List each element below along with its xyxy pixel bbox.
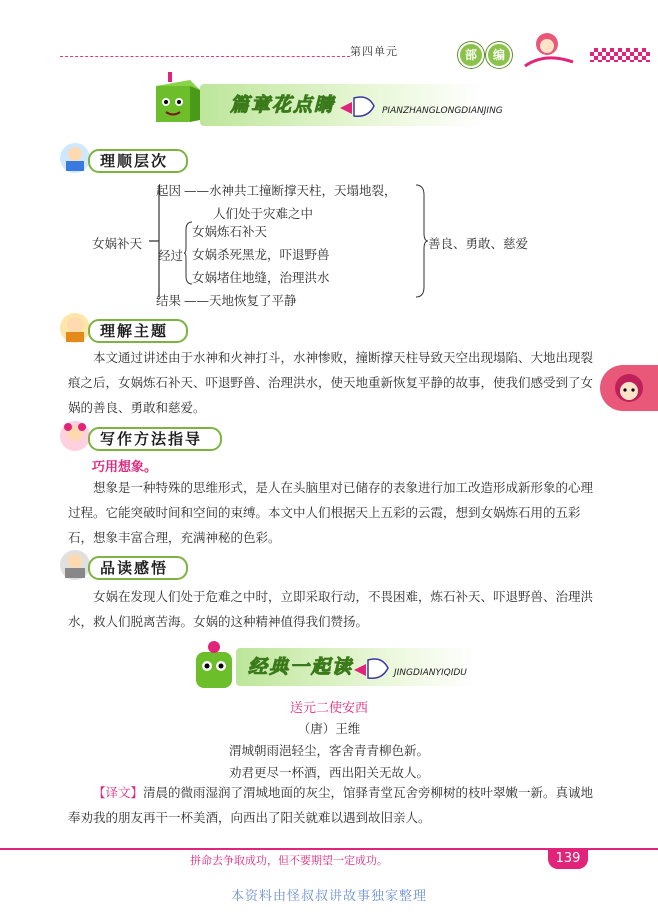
- header-checker-pattern: [590, 48, 650, 62]
- tree-process-label: 经过: [158, 248, 184, 263]
- green-monster-mascot-icon: [190, 640, 240, 690]
- header-divider: [60, 56, 350, 57]
- edition-badge-2: 编: [486, 42, 512, 68]
- section-title-theme: 理解主题: [100, 322, 169, 340]
- tree-result-label: 结果: [156, 293, 182, 308]
- tree-brace-left: [145, 183, 167, 301]
- section-title-structure: 理顺层次: [100, 152, 169, 170]
- tree-process-item-3: 女娲堵住地缝，治理洪水: [192, 270, 330, 285]
- hand-pointer-icon: [338, 94, 378, 120]
- girl-face-icon: [612, 370, 646, 406]
- boy-reading-icon: [60, 143, 90, 173]
- green-box-mascot-icon: [148, 72, 208, 127]
- unit-label: 第四单元: [350, 45, 398, 58]
- poem-translation-block: [68, 780, 598, 830]
- poem-author: （唐）王维: [297, 721, 361, 736]
- method-subtitle: 巧用想象。: [92, 460, 158, 475]
- poem-title: 送元二使安西: [289, 701, 368, 716]
- poem-line-2: 劝君更尽一杯酒，西出阳关无故人。: [228, 765, 429, 780]
- girl-writing-icon: [60, 421, 90, 451]
- tree-summary: 善良、勇敢、慈爱: [428, 236, 529, 251]
- theme-paragraph: 本文通过讲述由于水神和火神打斗，水神惨败，撞断撑天柱导致天空出现塌陷、大地出现裂痕之后，女娲炼石补天、吓退野兽、治理洪水，使天地重新恢复平静的故事，使我们感受到了女娲的善良、勇敢和慈爱。: [68, 350, 594, 415]
- boy-thinking-icon: [60, 313, 90, 343]
- banner2-pinyin: JINGDIANYIQIDU: [394, 668, 467, 678]
- poem-line-1: 渭城朝雨浥轻尘，客舍青青柳色新。: [228, 743, 429, 758]
- footer-quote: 拼命去争取成功，但不要期望一定成功。: [190, 854, 388, 867]
- method-paragraph: 想象是一种特殊的思维形式，是人在头脑里对已储存的表象进行加工改造形成新形象的心理过程。它能突破时间和空间的束缚。本文中人们根据天上五彩的云霞，想到女娲炼石用的五彩石，想象丰富合理，充满神秘的色彩。: [68, 480, 594, 545]
- banner2-title: 经典一起读: [248, 656, 354, 678]
- girl-mascot-icon: [515, 30, 575, 70]
- tree-cause-label: 起因: [156, 183, 182, 198]
- translation-text: 清晨的微雨湿润了渭城地面的灰尘，馆驿青堂瓦舍旁柳树的枝叶翠嫩一新。真诚地奉劝我的朋友再干一杯美酒，向西出了阳关就难以遇到故旧亲人。: [68, 785, 594, 825]
- section-title-reflection: 品读感悟: [100, 559, 169, 577]
- tree-cause-text2: 人们处于灾难之中: [213, 206, 314, 221]
- banner-pinyin: PIANZHANGLONGDIANJING: [382, 106, 503, 116]
- translation-label: 【译文】: [93, 785, 144, 800]
- tree-cause-text1: ——水神共工撞断撑天柱，天塌地裂，: [184, 183, 397, 198]
- reflection-paragraph: 女娲在发现人们处于危难之中时，立即采取行动，不畏困难，炼石补天、吓退野兽、治理洪水，救人们脱离苦海。女娲的这种精神值得我们赞扬。: [68, 589, 594, 629]
- kid-reading-icon: [60, 550, 90, 580]
- tree-process-item-2: 女娲杀死黑龙，吓退野兽: [192, 247, 330, 262]
- page-number: 139: [548, 849, 588, 869]
- hand-pointer-icon-2: [352, 656, 392, 682]
- banner-title: 篇章花点睛: [230, 94, 336, 116]
- edition-badge-1: 部: [458, 42, 484, 68]
- tree-root: 女娲补天: [92, 236, 143, 251]
- tree-brace-right: [414, 183, 428, 301]
- watermark-text: 本资料由怪叔叔讲故事独家整理: [230, 889, 427, 904]
- tree-result-text: ——天地恢复了平静: [184, 293, 297, 308]
- section-title-method: 写作方法指导: [100, 430, 203, 448]
- tree-process-item-1: 女娲炼石补天: [192, 224, 268, 239]
